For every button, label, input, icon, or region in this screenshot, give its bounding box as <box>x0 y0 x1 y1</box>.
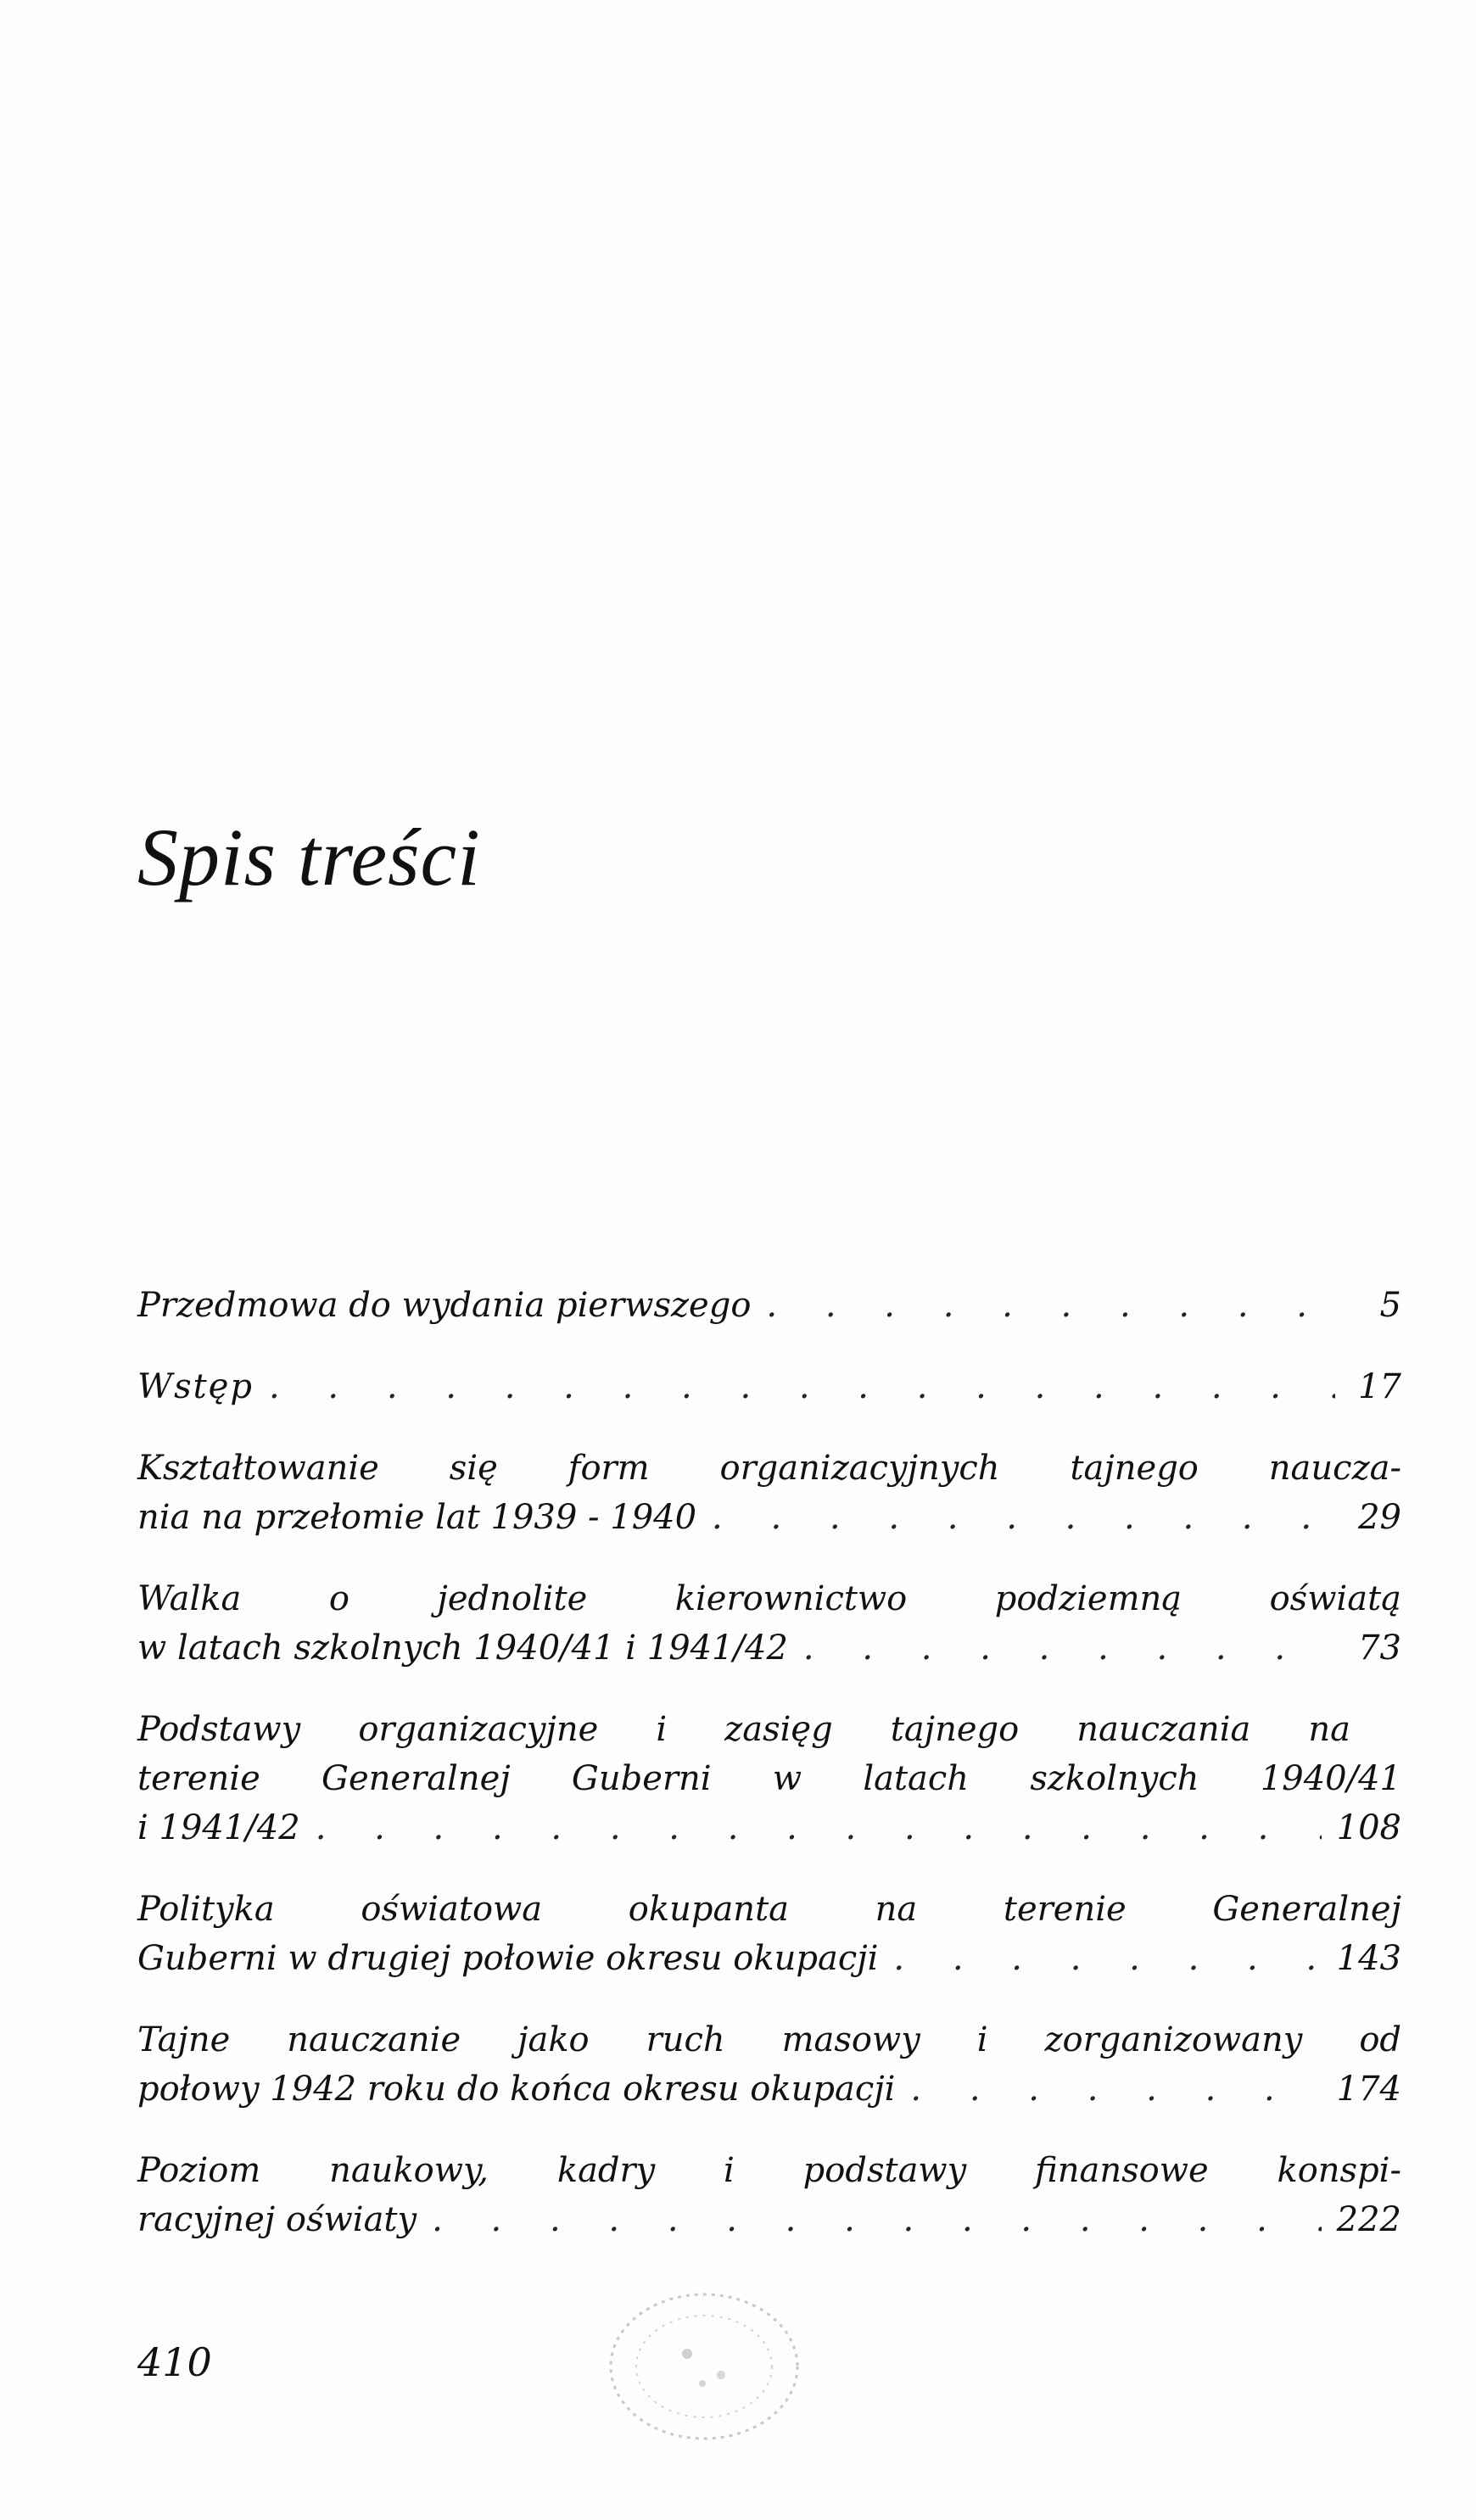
toc-entry-title: Przedmowa do wydania pierwszego <box>137 1286 752 1325</box>
toc-entry-title-cont: w latach szkolnych 1940/41 i 1941/42 <box>137 1629 788 1668</box>
toc-entry-title: Polityka oświatowa okupanta na terenie Generalnej <box>137 1890 1401 1929</box>
toc-entry <box>137 2146 1401 2244</box>
toc-entry <box>137 1362 1401 1411</box>
toc-entry-title: Podstawy organizacyjne i zasięg tajnego nauczania na <box>137 1710 1350 1749</box>
page-number: 410 <box>137 2339 212 2385</box>
dot-leader <box>893 1934 1321 1983</box>
toc-entry <box>137 1444 1401 1542</box>
dot-leader <box>269 1362 1335 1411</box>
library-stamp-icon <box>594 2282 814 2451</box>
toc-page-number: 108 <box>1336 1808 1401 1847</box>
dot-leader <box>910 2065 1321 2114</box>
table-of-contents <box>137 1281 1401 2277</box>
toc-page-number: 143 <box>1336 1939 1401 1978</box>
toc-entry <box>137 1705 1401 1852</box>
dot-leader <box>432 2195 1322 2244</box>
dot-leader <box>712 1493 1335 1542</box>
toc-entry <box>137 1574 1401 1673</box>
toc-entry-title-cont: Guberni w drugiej połowie okresu okupacji <box>137 1939 879 1978</box>
toc-entry-title-cont: terenie Generalnej Guberni w latach szkolnych 1940/41 <box>137 1759 1401 1798</box>
toc-entry-title: Wstęp <box>137 1367 254 1406</box>
toc-entry-title-cont: połowy 1942 roku do końca okresu okupacji <box>137 2070 896 2109</box>
toc-page-number: 5 <box>1379 1286 1401 1325</box>
toc-entry-title-cont: nia na przełomie lat 1939 - 1940 <box>137 1498 697 1537</box>
toc-entry-title: Kształtowanie się form organizacyjnych tajnego naucza- <box>137 1449 1401 1488</box>
dot-leader <box>803 1623 1335 1673</box>
toc-entry <box>137 1281 1401 1330</box>
toc-page-number: 174 <box>1336 2070 1401 2109</box>
page-title: Spis treści <box>137 812 481 902</box>
dot-leader <box>766 1281 1335 1330</box>
toc-entry-title-cont: i 1941/42 <box>137 1808 300 1847</box>
toc-page-number: 222 <box>1336 2200 1401 2239</box>
toc-entry-title-cont: racyjnej oświaty <box>137 2200 417 2239</box>
toc-entry <box>137 1885 1401 1983</box>
toc-page-number: 73 <box>1358 1629 1401 1668</box>
toc-entry-title: Walka o jednolite kierownictwo podziemną oświatą <box>137 1579 1401 1618</box>
toc-entry <box>137 2015 1401 2114</box>
toc-entry-title: Poziom naukowy, kadry i podstawy finansowe konspi- <box>137 2151 1401 2190</box>
toc-page-number: 17 <box>1358 1367 1401 1406</box>
dot-leader <box>316 1803 1322 1852</box>
toc-page-number: 29 <box>1358 1498 1401 1537</box>
toc-entry-title: Tajne nauczanie jako ruch masowy i zorganizowany od <box>137 2020 1401 2059</box>
